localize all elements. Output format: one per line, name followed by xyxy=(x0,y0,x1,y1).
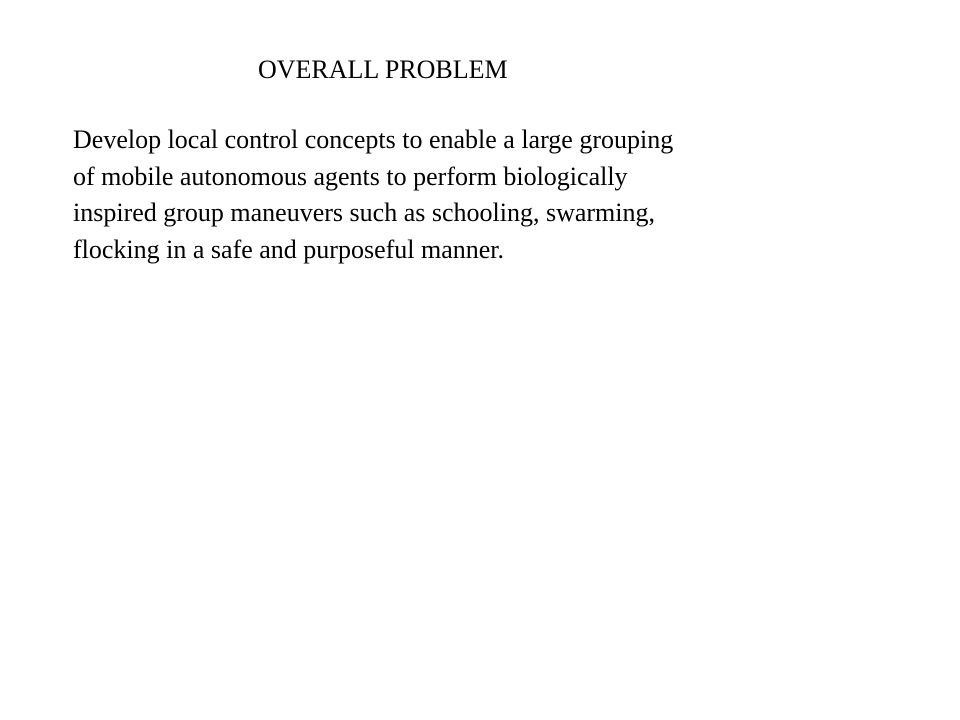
body-line: flocking in a safe and purposeful manner. xyxy=(73,234,505,264)
body-line: of mobile autonomous agents to perform biologically xyxy=(73,161,628,191)
body-line: Develop local control concepts to enable a large grouping xyxy=(73,125,674,154)
slide-body-text xyxy=(73,122,833,268)
slide-title: OVERALL PROBLEM xyxy=(258,55,508,84)
body-line: inspired group maneuvers such as schooling, swarming, xyxy=(73,198,656,227)
